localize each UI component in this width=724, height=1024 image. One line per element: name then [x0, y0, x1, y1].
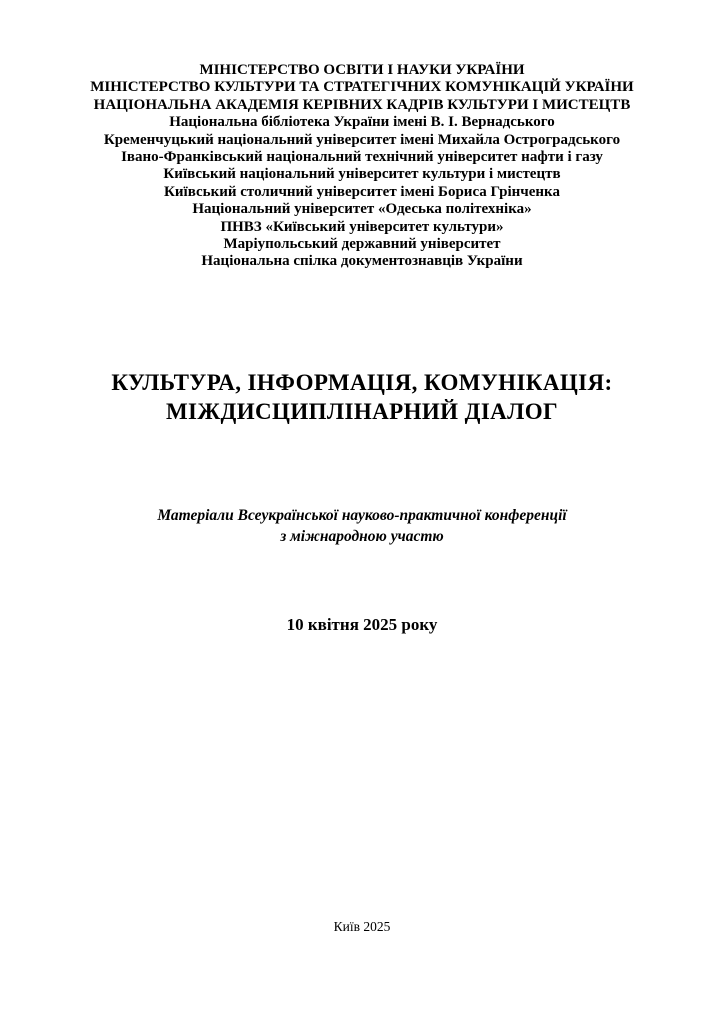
title-line-1: КУЛЬТУРА, ІНФОРМАЦІЯ, КОМУНІКАЦІЯ: [111, 370, 613, 395]
conference-title [0, 368, 724, 426]
conference-subtitle [0, 505, 724, 547]
imprint-city-year: Київ 2025 [333, 919, 391, 934]
title-line-2: МІЖДИСЦИПЛІНАРНИЙ ДІАЛОГ [165, 399, 559, 424]
institution-line: ПНВЗ «Київський університет культури» [220, 218, 504, 235]
ministry-line: НАЦІОНАЛЬНА АКАДЕМІЯ КЕРІВНИХ КАДРІВ КУЛЬТУРИ І МИСТЕЦТВ [93, 96, 631, 113]
institution-line: Національний університет «Одеська політехніка» [192, 201, 532, 218]
institution-line: Кременчуцький національний університет імені Михайла Остроградського [103, 131, 621, 148]
institution-line: Національна бібліотека України імені В. І. Вернадського [169, 114, 555, 131]
ministry-line: МІНІСТЕРСТВО КУЛЬТУРИ ТА СТРАТЕГІЧНИХ КОМУНІКАЦІЙ УКРАЇНИ [90, 79, 634, 96]
institution-line: Івано-Франківський національний технічний університет нафти і газу [121, 149, 603, 166]
issuing-organizations [0, 62, 724, 271]
institution-line: Київський національний університет культури і мистецтв [163, 166, 561, 183]
institution-line: Національна спілка документознавців України [201, 253, 523, 270]
subtitle-line-2: з міжнародною участю [280, 528, 444, 545]
institution-line: Маріупольський державний університет [223, 236, 501, 253]
institution-line: Київський столичний університет імені Бориса Грінченка [164, 183, 560, 200]
event-date: 10 квітня 2025 року [286, 615, 438, 634]
ministry-line: МІНІСТЕРСТВО ОСВІТИ І НАУКИ УКРАЇНИ [199, 62, 525, 78]
subtitle-line-1: Матеріали Всеукраїнської науково-практичної конференції [157, 507, 567, 524]
